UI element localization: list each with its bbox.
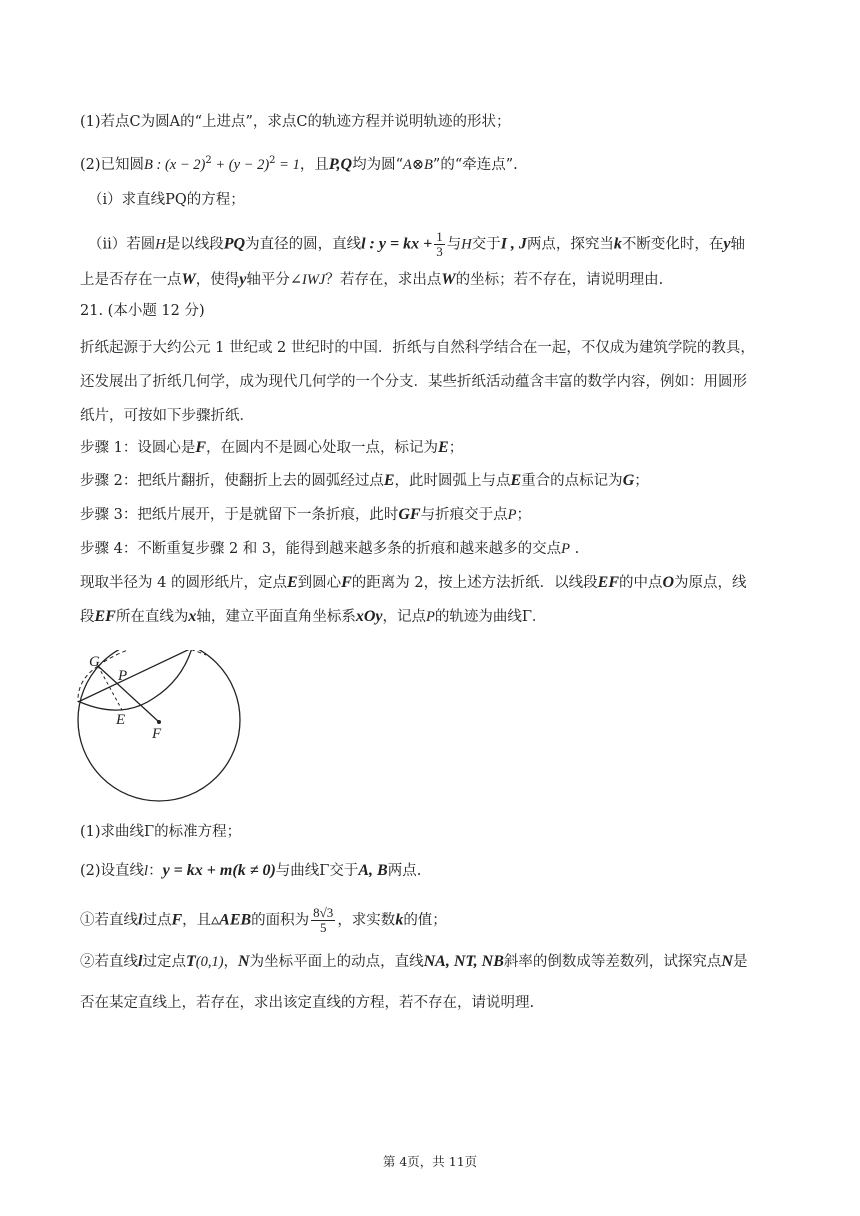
math: E — [286, 574, 298, 591]
text: ； — [516, 507, 531, 523]
text: ，此时圆弧上与点 — [394, 473, 511, 489]
label-f: F — [152, 726, 162, 742]
question-21-part-2-ii-cont — [80, 993, 785, 1013]
question-20-part-1 — [80, 112, 785, 132]
text: ②若直线 — [80, 954, 138, 970]
text: (1)求曲线Γ的标准方程； — [80, 824, 242, 840]
text: 轴 — [730, 236, 746, 253]
text: 两点，探究当 — [526, 236, 614, 253]
math: P — [561, 541, 570, 557]
text: 还发展出了折纸几何学，成为现代几何学的一个分支．某些折纸活动蕴含丰富的数学内容，例如：用圆形 — [80, 374, 747, 390]
text: ： — [148, 863, 163, 879]
math: P — [426, 609, 435, 625]
text: 的面积为 — [251, 912, 310, 929]
math: F — [195, 439, 207, 456]
question-20-sub-ii-cont — [80, 270, 785, 290]
text: 步骤 1：设圆心是 — [80, 440, 196, 456]
text: ，使得 — [195, 272, 240, 288]
math: y — [239, 271, 247, 288]
math: GF — [398, 506, 421, 523]
math: W — [181, 271, 196, 288]
math: EF — [94, 608, 116, 625]
math: y — [723, 235, 731, 253]
numerator: 1 — [436, 229, 443, 244]
text: ； — [448, 440, 464, 456]
denominator: 3 — [436, 244, 443, 259]
text: ， — [223, 954, 239, 970]
numerator: 8√3 — [313, 905, 334, 920]
math: P — [507, 507, 517, 523]
text: 步骤 2：把纸片翻折，使翻折上去的圆弧经过点 — [80, 473, 384, 489]
fraction-one-third — [434, 230, 445, 259]
text: ，且 — [299, 156, 329, 173]
text: 现取半径为 4 的圆形纸片，定点 — [80, 575, 287, 591]
step-1 — [80, 438, 785, 458]
math: I , J — [500, 235, 527, 253]
step-3 — [80, 505, 785, 525]
math: F — [341, 574, 352, 591]
text: 为原点，线 — [674, 575, 747, 591]
fraction-area — [311, 906, 335, 935]
question-21-part-2 — [80, 861, 785, 881]
text: 是以线段 — [165, 236, 224, 253]
math: k — [613, 235, 622, 253]
math: P,Q — [328, 155, 353, 173]
text: ，求实数 — [337, 912, 396, 929]
text: 与折痕交于点 — [420, 507, 508, 523]
text: ①若直线 — [80, 912, 138, 929]
math: E — [383, 472, 395, 489]
text: 所在直线为 — [115, 609, 189, 625]
text: . — [569, 541, 580, 557]
math: G — [622, 472, 635, 489]
question-20-sub-i — [88, 190, 793, 210]
text: 过定点 — [142, 954, 186, 970]
text: 重合的点标记为 — [521, 473, 623, 489]
text: 轴平分 — [246, 272, 290, 288]
math: O — [662, 574, 675, 591]
question-20-sub-ii — [88, 230, 793, 259]
math: k — [395, 911, 404, 929]
text: 轴，建立平面直角坐标系 — [196, 609, 356, 625]
text: 均为圆“ — [352, 156, 404, 173]
text: 为直径的圆，直线 — [245, 236, 362, 253]
label-e: E — [116, 712, 126, 728]
question-21-part-2-i — [80, 906, 785, 935]
question-20-part-2 — [80, 151, 785, 175]
text: 否在某定直线上，若存在，求出该定直线的方程，若不存在，请说明理. — [80, 995, 535, 1011]
paragraph-line — [80, 372, 785, 392]
segment-gf — [98, 666, 159, 722]
math: = 1 — [275, 156, 300, 173]
folding-diagram — [72, 650, 252, 810]
question-21-part-2-ii — [80, 952, 785, 972]
math: H — [155, 236, 166, 253]
paragraph-line — [80, 338, 785, 358]
text: ，记点 — [382, 609, 426, 625]
text: 上是否存在一点 — [80, 272, 182, 288]
text: （i）求直线PQ的方程； — [88, 192, 245, 208]
math: PQ — [223, 235, 246, 253]
math: E — [510, 472, 522, 489]
denominator: 5 — [319, 920, 327, 935]
math: (0,1) — [195, 954, 224, 970]
math: (k ≠ 0) — [232, 862, 276, 879]
text: ，且 — [182, 912, 212, 929]
math: T — [185, 953, 196, 970]
math: + (y − 2) — [211, 156, 270, 173]
text: (1)若点C为圆A的“上进点”，求点C的轨迹方程并说明轨迹的形状； — [80, 114, 511, 130]
text: 的中点 — [618, 575, 663, 591]
step-4 — [80, 539, 785, 559]
label-g: G — [89, 654, 100, 670]
text: 的坐标；若不存在，请说明理由. — [455, 272, 664, 288]
text: (2)已知圆 — [80, 156, 145, 173]
text: 与曲线Γ交于 — [275, 863, 359, 879]
step-2 — [80, 471, 785, 491]
text: ？若存在，求出点 — [325, 272, 442, 288]
setup-line-1 — [80, 573, 785, 593]
math: N — [238, 953, 250, 970]
text: 两点. — [387, 863, 422, 879]
math: EF — [597, 574, 619, 591]
math: N — [721, 953, 733, 970]
math: W — [441, 271, 456, 288]
text: 为坐标平面上的动点，直线 — [249, 954, 424, 970]
exponent: 2 — [205, 155, 212, 166]
setup-line-2 — [80, 607, 785, 627]
text: 的值； — [403, 912, 447, 929]
math: NA, NT, NB — [423, 953, 504, 970]
page-footer: 第 4页，共 11页 — [382, 1154, 478, 1169]
center-point-f — [157, 720, 161, 724]
text: 到圆心 — [297, 575, 342, 591]
math: F — [171, 911, 183, 929]
math: x — [188, 608, 197, 625]
text: ”的“牵连点”. — [432, 156, 518, 173]
text: ； — [634, 473, 649, 489]
question-21-part-1 — [80, 822, 785, 842]
text: 的轨迹为曲线Γ． — [434, 609, 547, 625]
math: ▵AEB — [211, 911, 252, 929]
text: 纸片，可按如下步骤折纸． — [80, 408, 254, 424]
text: 不断变化时，在 — [621, 236, 724, 253]
question-21-header — [80, 301, 785, 321]
text: 21. (本小题 12 分) — [80, 303, 205, 319]
math: A⊗B — [403, 156, 433, 173]
text: 是 — [732, 954, 748, 970]
text: 过点 — [142, 912, 172, 929]
math: l — [138, 911, 143, 929]
math: ∠IWJ — [289, 272, 326, 288]
math: l : y = kx + — [361, 235, 433, 253]
text: (2)设直线 — [80, 863, 145, 879]
text: 交于 — [471, 236, 501, 253]
exponent: 2 — [269, 155, 276, 166]
paragraph-line — [80, 406, 785, 426]
math: A, B — [358, 862, 388, 879]
math: H — [461, 236, 472, 253]
text: 斜率的倒数成等差数列，试探究点 — [503, 954, 722, 970]
text: （ii）若圆 — [88, 236, 156, 253]
text: 段 — [80, 609, 95, 625]
text: 与 — [446, 236, 462, 253]
text: 步骤 3：把纸片展开，于是就留下一条折痕，此时 — [80, 507, 399, 523]
text: 的距离为 2，按上述方法折纸．以线段 — [351, 575, 598, 591]
text: 折纸起源于大约公元 1 世纪或 2 世纪时的中国．折纸与自然科学结合在一起，不仅成为建筑学院的教具， — [80, 340, 755, 356]
math: E — [438, 439, 449, 456]
text: 步骤 4：不断重复步骤 2 和 3，能得到越来越多条的折痕和越来越多的交点 — [80, 541, 562, 557]
math: xOy — [355, 608, 383, 625]
math-circle-b: B : (x − 2) — [144, 156, 206, 173]
math: l — [144, 863, 149, 879]
label-p: P — [118, 668, 128, 684]
text: ，在圆内不是圆心处取一点，标记为 — [206, 440, 439, 456]
math: l — [138, 953, 143, 970]
math: y = kx + m — [162, 862, 233, 879]
